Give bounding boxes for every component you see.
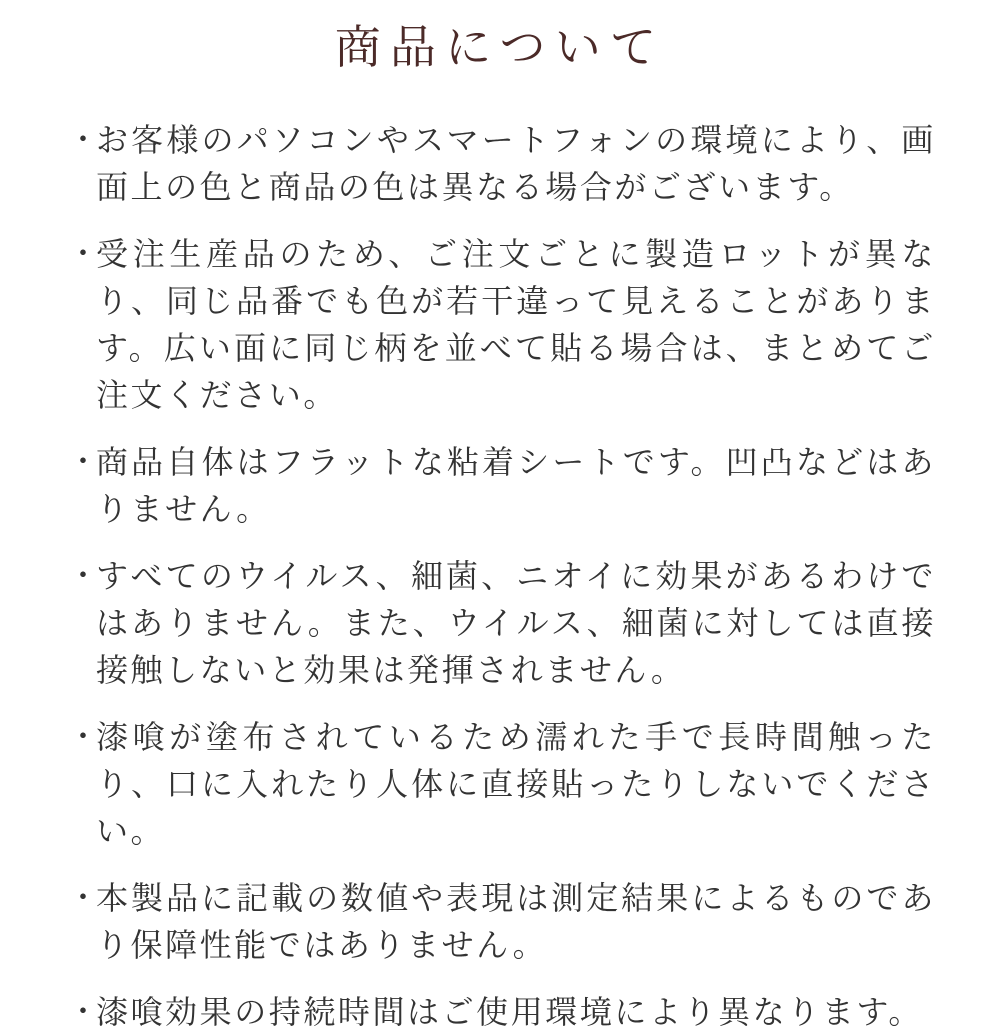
note-text: 漆喰が塗布されているため濡れた手で長時間触ったり、口に入れたり人体に直接貼ったりしないでください。 xyxy=(96,719,936,850)
note-text: すべてのウイルス、細菌、ニオイに効果があるわけではありません。また、ウイルス、細菌に対しては直接接触しないと効果は発揮されません。 xyxy=(96,558,936,689)
note-item-flat-sheet xyxy=(68,439,1000,533)
note-text: お客様のパソコンやスマートフォンの環境により、画面上の色と商品の色は異なる場合がございます。 xyxy=(96,122,936,206)
bullet-icon: ・ xyxy=(68,721,98,755)
bullet-icon: ・ xyxy=(68,238,98,272)
note-item-production-lot xyxy=(68,231,1000,419)
bullet-icon: ・ xyxy=(68,124,98,158)
note-item-virus-effect xyxy=(68,553,1000,694)
note-item-measurement-results xyxy=(68,875,1000,969)
note-text: 本製品に記載の数値や表現は測定結果によるものであり保障性能ではありません。 xyxy=(96,880,936,964)
note-item-screen-color xyxy=(68,117,1000,211)
bullet-icon: ・ xyxy=(68,560,98,594)
note-text: 漆喰効果の持続時間はご使用環境により異なります。 xyxy=(96,994,923,1031)
bullet-icon: ・ xyxy=(68,446,98,480)
bullet-icon: ・ xyxy=(68,996,98,1030)
note-item-effect-duration xyxy=(68,989,1000,1036)
note-text: 商品自体はフラットな粘着シートです。凹凸などはありません。 xyxy=(96,444,936,528)
note-text: 受注生産品のため、ご注文ごとに製造ロットが異なり、同じ品番でも色が若干違って見えることがあります。広い面に同じ柄を並べて貼る場合は、まとめてご注文ください。 xyxy=(96,236,936,414)
page-title: 商品について xyxy=(334,21,666,73)
notes-list xyxy=(68,117,1000,1036)
bullet-icon: ・ xyxy=(68,882,98,916)
note-item-plaster-caution xyxy=(68,714,1000,855)
